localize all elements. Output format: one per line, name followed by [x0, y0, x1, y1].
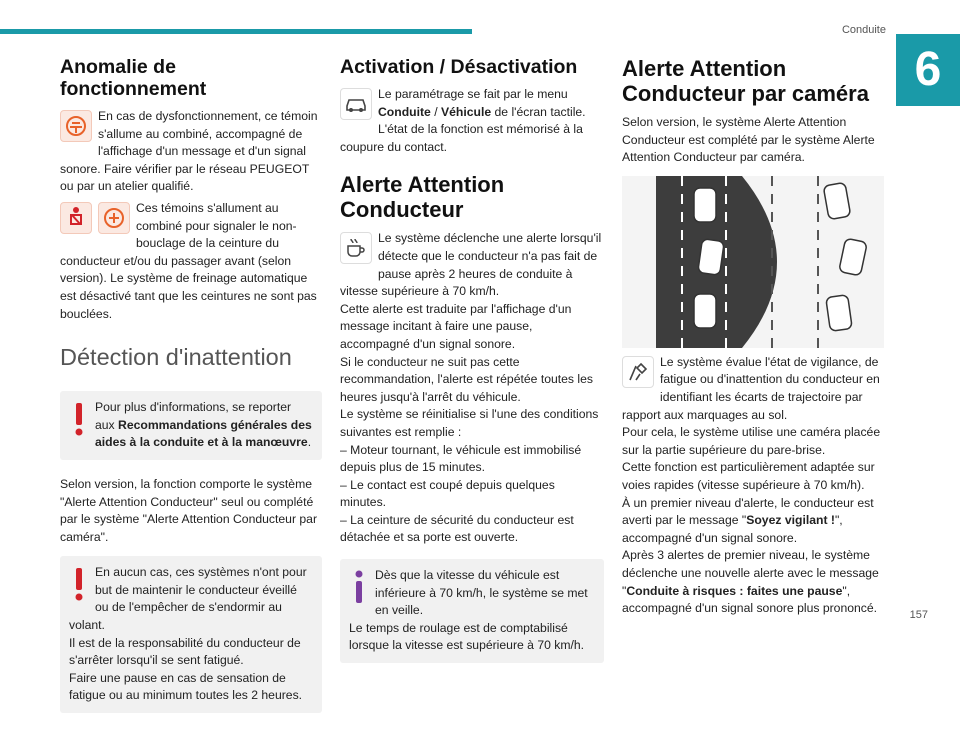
activation-paragraph-2: L'état de la fonction est mémorisé à la coupure du contact. — [340, 122, 583, 154]
alert-paragraph-3: Si le conducteur ne suit pas cette recommandation, l'alerte est répétée toutes les heures jusqu'à l'arrêt du véhicule. — [340, 354, 593, 404]
camera-paragraph-3: Cette fonction est particulièrement adaptée sur voies rapides (vitesse supérieure à 70 km/h). — [622, 460, 875, 492]
message-soyez-vigilant: Soyez vigilant ! — [746, 513, 835, 528]
info-note — [340, 559, 604, 663]
column-3 — [622, 56, 886, 618]
note2-paragraph-1: En aucun cas, ces systèmes n'ont pour but de maintenir le conducteur éveillé ou de l'empêcher de s'endormir au volant. — [69, 565, 307, 633]
seatbelt-icon — [60, 202, 92, 234]
anomaly-title: Anomalie de fonctionnement — [60, 56, 207, 100]
activation-text-c: / — [430, 104, 441, 119]
coffee-cup-icon — [340, 232, 372, 264]
activation-menu-conduite: Conduite — [378, 104, 431, 119]
alert-paragraph-4: Le système se réinitialise si l'une des conditions suivantes est remplie : — [340, 407, 599, 439]
car-settings-icon — [340, 88, 372, 120]
activation-menu-vehicule: Véhicule — [440, 104, 492, 119]
note2-paragraph-2: Il est de la responsabilité du conducteur de s'arrêter lorsqu'il se sent fatigué. — [69, 635, 301, 668]
alert-paragraph-2: Cette alerte est traduite par l'affichage d'un message incitant à faire une pause, accompagné d'un signal sonore. — [340, 301, 572, 351]
recommendation-note — [60, 391, 322, 460]
page-number: 157 — [909, 609, 928, 621]
note2-paragraph-3: Faire une pause en cas de sensation de fatigue ou au minimum toutes les 2 heures. — [69, 670, 303, 703]
camera-intro: Selon version, le système Alerte Attention Conducteur est complété par le système Alerte Attention Conducteur par caméra. — [622, 115, 875, 165]
column-2 — [340, 56, 604, 679]
note1-text-c: . — [307, 435, 312, 450]
warning-exclamation-icon — [69, 401, 89, 441]
message-conduite-a-risques: Conduite à risques : faites une pause — [626, 583, 843, 598]
condition-3: – La ceinture de sécurité du conducteur est détachée et sa porte est ouverte. — [340, 512, 574, 545]
anomaly-paragraph-1: En cas de dysfonctionnement, ce témoin s'allume au combiné, accompagné de l'affichage d'un message et d'un signal sonore. Faire vérifier par le réseau PEUGEOT ou par un atelier qualifié. — [60, 109, 318, 194]
camera-p4-c: ", accompagné d'un signal sonore. — [622, 513, 843, 545]
safety-note — [60, 556, 322, 713]
anomaly-block — [60, 108, 322, 196]
lane-camera-icon — [622, 356, 654, 388]
header-accent-bar — [0, 29, 472, 34]
alert-block — [340, 230, 604, 547]
steering-warning-icon — [60, 110, 92, 142]
seatbelt-warning-icon — [98, 202, 130, 234]
condition-1: – Moteur tournant, le véhicule est immobilisé depuis plus de 15 minutes. — [340, 442, 582, 475]
detection-title: Détection d'inattention — [60, 344, 292, 371]
camera-paragraph-1: Le système évalue l'état de vigilance, de fatigue ou d'inattention du conducteur en identifiant les écarts de trajectoire par rapport aux marquages au sol. — [622, 354, 880, 422]
activation-text-e: de l'écran tactile. — [491, 104, 586, 119]
info-paragraph-1: Dès que la vitesse du véhicule est inférieure à 70 km/h, le système se met en veille. — [375, 568, 588, 618]
camera-block — [622, 354, 886, 618]
alert-paragraph-1: Le système déclenche une alerte lorsqu'il détecte que le conducteur n'a pas fait de pause après 2 heures de conduite à vitesse supérieure à 70 km/h. — [340, 231, 602, 299]
camera-p5-c: ", accompagné d'un signal sonore plus prononcé. — [622, 583, 878, 616]
chapter-label: Conduite — [841, 24, 886, 36]
column-1 — [60, 56, 322, 729]
alert-title: Alerte Attention Conducteur — [340, 172, 505, 223]
warning-exclamation-icon — [69, 566, 89, 606]
activation-title: Activation / Désactivation — [340, 56, 578, 78]
seatbelt-block — [60, 200, 322, 323]
info-icon — [349, 569, 369, 609]
camera-title: Alerte Attention Conducteur par caméra — [622, 56, 869, 106]
activation-text-a: Le paramétrage se fait par le menu — [378, 87, 568, 101]
note1-text-b: Recommandations générales des aides à la conduite et à la manœuvre — [95, 417, 312, 450]
condition-2: – Le contact est coupé depuis quelques minutes. — [340, 477, 555, 510]
lane-drift-illustration — [622, 176, 884, 348]
info-paragraph-2: Le temps de roulage est de comptabilisé lorsque la vitesse est supérieure à 70 km/h. — [349, 620, 585, 653]
camera-p5-a: Après 3 alertes de premier niveau, le système déclenche une nouvelle alerte avec le message " — [622, 548, 879, 598]
chapter-number-tab: 6 — [896, 34, 960, 106]
activation-block — [340, 86, 604, 156]
anomaly-paragraph-2: Ces témoins s'allument au combiné pour signaler le non-bouclage de la ceinture du conducteur et/ou du passager avant (selon version). Le système de freinage automatique est désactivé tant que les ceintures ne sont pas bouclées. — [60, 200, 317, 321]
camera-paragraph-2: Pour cela, le système utilise une caméra placée sur la partie supérieure du pare-brise. — [622, 425, 881, 457]
detection-body: Selon version, la fonction comporte le système "Alerte Attention Conducteur" seul ou complété par le système "Alerte Attention Conducteur par caméra". — [60, 476, 318, 544]
note1-text-a: Pour plus d'informations, se reporter aux — [95, 400, 292, 432]
camera-p4-a: À un premier niveau d'alerte, le conducteur est averti par le message " — [622, 495, 874, 528]
